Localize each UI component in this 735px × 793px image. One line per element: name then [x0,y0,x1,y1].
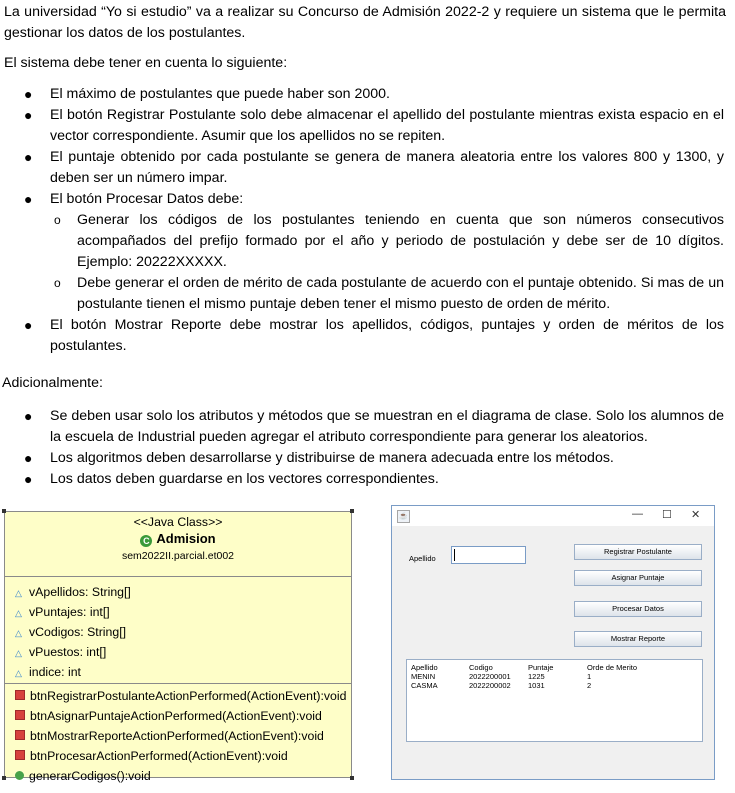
list-item: ● El botón Procesar Datos debe: [4,189,730,210]
list-item: ● Se deben usar solo los atributos y métodos que se muestran en el diagrama de clase. Solo los alumnos de la escuela de Industrial pueden agregar el atributo correspondiente para generar los aleatorios. [24,408,724,445]
list-item: ● El puntaje obtenido por cada postulante se genera de manera aleatoria entre los valores 800 y 1300, y deben ser un número impar. [24,149,724,186]
report-textarea[interactable] [406,659,703,742]
selection-handle [350,776,354,780]
bullet-icon: ● [24,471,33,487]
report-cell: CASMA [411,681,438,690]
list-item: ● El botón Mostrar Reporte debe mostrar los apellidos, códigos, puntajes y orden de méritos de los postulantes. [24,317,724,354]
private-method-icon [15,730,25,740]
report-cell: 2022200001 [469,672,511,681]
bullet-icon: ● [24,408,33,424]
intro-paragraph: La universidad “Yo si estudio” va a realizar su Concurso de Admisión 2022-2 y requiere un sistema que le permita gestionar los datos de los postulantes. [4,4,726,41]
package-visibility-icon: △ [15,628,22,638]
uml-class-name: C Admision [5,531,351,547]
java-app-icon: ☕ [397,510,410,523]
text-caret [454,549,455,561]
minimize-icon[interactable]: — [632,508,643,520]
mostrar-reporte-button[interactable]: Mostrar Reporte [574,631,702,647]
report-header: Orde de Merito [587,663,638,672]
report-header: Codigo [469,663,493,672]
additional-title: Adicionalmente: [2,375,103,391]
bullet-icon: ● [24,450,33,466]
public-method-icon [15,771,24,780]
uml-attribute: △ vPuestos: int[] [5,642,351,662]
private-method-icon [15,690,25,700]
additional-list [4,406,730,490]
report-header: Puntaje [528,663,554,672]
circle-bullet-icon: o [54,276,61,290]
requirements-list [4,84,730,357]
apellido-label: Apellido [409,554,436,563]
procesar-datos-button[interactable]: Procesar Datos [574,601,702,617]
list-item: ● Los algoritmos deben desarrollarse y distribuirse de manera adecuada entre los métodos. [4,448,730,469]
private-method-icon [15,710,25,720]
uml-attribute: △ vApellidos: String[] [5,582,351,602]
uml-method: btnAsignarPuntajeActionPerformed(ActionEvent):void [5,706,351,726]
java-app-window [391,505,715,780]
uml-attributes [5,577,351,684]
sub-list-item: o Generar los códigos de los postulantes teniendo en cuenta que son números consecutivos acompañados del prefijo formado por el año y periodo de postulación y debe ser de 10 dígitos. Ejemplo: 20222XXXXX. [54,212,724,270]
package-visibility-icon: △ [15,608,22,618]
sub-list-item: o Debe generar el orden de mérito de cada postulante de acuerdo con el puntaje obtenido. Si mas de un postulante tienen el mismo puntaje deben tener el mismo puesto de orden de mérito. [54,275,724,312]
report-header: Apellido [411,663,438,672]
list-item: ● El máximo de postulantes que puede haber son 2000. [4,84,730,105]
private-method-icon [15,750,25,760]
report-cell: 1 [587,672,592,681]
report-cell: 2022200002 [469,681,511,690]
uml-stereotype: <<Java Class>> [133,515,223,529]
uml-attribute: △ vPuntajes: int[] [5,602,351,622]
report-cell: 1031 [528,681,545,690]
bullet-icon: ● [24,86,33,102]
asignar-puntaje-button[interactable]: Asignar Puntaje [574,570,702,586]
apellido-input[interactable] [451,546,526,564]
maximize-icon[interactable]: ☐ [662,509,672,521]
selection-handle [2,776,6,780]
window-titlebar [392,506,714,526]
uml-method: btnRegistrarPostulanteActionPerformed(ActionEvent):void [5,686,351,706]
bullet-icon: ● [24,191,33,207]
uml-method: btnMostrarReporteActionPerformed(ActionEvent):void [5,726,351,746]
report-cell: 1225 [528,672,545,681]
uml-package: sem2022II.parcial.et002 [121,550,235,562]
uml-method: generarCodigos():void [5,766,351,786]
list-item: ● El botón Registrar Postulante solo debe almacenar el apellido del postulante mientras exista espacio en el vector correspondiente. Asumir que los apellidos no se repiten. [24,107,724,144]
package-visibility-icon: △ [15,588,22,598]
uml-attribute: △ indice: int [5,662,351,682]
requirements-intro: El sistema debe tener en cuenta lo siguiente: [4,55,288,71]
report-cell: MENIN [411,672,436,681]
bullet-icon: ● [24,317,33,333]
report-cell: 2 [587,681,592,690]
close-icon[interactable]: ✕ [691,509,701,521]
package-visibility-icon: △ [15,648,22,658]
class-icon: C [140,535,152,547]
uml-method: btnProcesarActionPerformed(ActionEvent):void [5,746,351,766]
uml-class-diagram [4,511,352,783]
package-visibility-icon: △ [15,668,22,678]
uml-attribute: △ vCodigos: String[] [5,622,351,642]
registrar-postulante-button[interactable]: Registrar Postulante [574,544,702,560]
uml-header [5,512,351,577]
bullet-icon: ● [24,149,33,165]
list-item: ● Los datos deben guardarse en los vectores correspondientes. [4,469,730,490]
circle-bullet-icon: o [54,213,61,227]
bullet-icon: ● [24,107,33,123]
uml-methods [5,684,351,786]
